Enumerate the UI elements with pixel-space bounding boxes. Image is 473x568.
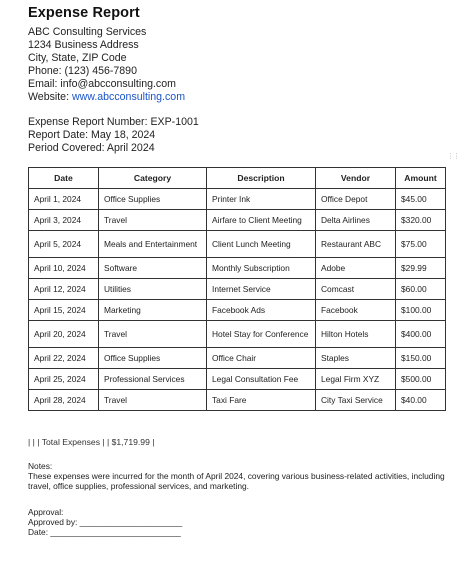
company-website: [28, 91, 185, 104]
report-number: Expense Report Number: EXP-1001: [28, 116, 199, 128]
cell-category: Professional Services: [99, 369, 207, 390]
approval-date-line: Date: ____________________________: [28, 527, 181, 538]
table-row: [29, 300, 446, 321]
company-email: Email: info@abcconsulting.com: [28, 77, 176, 90]
cell-category: Travel: [99, 321, 207, 348]
cell-amount: $40.00: [396, 390, 446, 411]
table-row: [29, 321, 446, 348]
table-row: [29, 189, 446, 210]
cell-amount: $150.00: [396, 348, 446, 369]
table-row: [29, 390, 446, 411]
cell-category: Office Supplies: [99, 348, 207, 369]
company-city-line: City, State, ZIP Code: [28, 51, 127, 64]
cell-description: Legal Consultation Fee: [207, 369, 316, 390]
approval-section: [28, 507, 182, 538]
cell-description: Printer Ink: [207, 189, 316, 210]
table-header-row: [29, 168, 446, 189]
cell-description: Client Lunch Meeting: [207, 231, 316, 258]
cell-date: April 25, 2024: [29, 369, 99, 390]
cell-description: Internet Service: [207, 279, 316, 300]
cell-category: Marketing: [99, 300, 207, 321]
cell-amount: $320.00: [396, 210, 446, 231]
report-date: Report Date: May 18, 2024: [28, 128, 156, 141]
total-expenses-line: | | | Total Expenses | | $1,719.99 |: [28, 437, 155, 447]
cell-category: Travel: [99, 210, 207, 231]
cell-vendor: Office Depot: [316, 189, 396, 210]
header-vendor: Vendor: [316, 168, 396, 189]
company-phone: Phone: (123) 456-7890: [28, 64, 137, 77]
cell-date: April 3, 2024: [29, 210, 99, 231]
document-title: Expense Report: [28, 5, 140, 21]
cell-vendor: Facebook: [316, 300, 396, 321]
cell-vendor: Staples: [316, 348, 396, 369]
table-drag-handle-icon[interactable]: ⋮⋮: [447, 153, 459, 160]
cell-vendor: Comcast: [316, 279, 396, 300]
website-link[interactable]: www.abcconsulting.com: [71, 90, 186, 103]
cell-description: Hotel Stay for Conference: [207, 321, 316, 348]
cell-category: Software: [99, 258, 207, 279]
approval-label: Approval:: [28, 507, 64, 517]
table-row: [29, 210, 446, 231]
approved-by-line: Approved by: ______________________: [28, 517, 183, 528]
table-row: [29, 258, 446, 279]
cell-category: Office Supplies: [99, 189, 207, 210]
cell-amount: $400.00: [396, 321, 446, 348]
cell-category: Utilities: [99, 279, 207, 300]
company-name: ABC Consulting Services: [28, 26, 147, 38]
header-category: Category: [99, 168, 207, 189]
cell-amount: $75.00: [396, 231, 446, 258]
cell-description: Facebook Ads: [207, 300, 316, 321]
cell-category: Meals and Entertainment: [99, 231, 207, 258]
notes-text: These expenses were incurred for the month of April 2024, covering various business-related activities, including travel, office supplies, professional services, and marketing.: [28, 471, 445, 492]
notes-label: Notes:: [28, 461, 53, 471]
table-row: [29, 348, 446, 369]
cell-vendor: City Taxi Service: [316, 390, 396, 411]
cell-description: Airfare to Client Meeting: [207, 210, 316, 231]
cell-description: Office Chair: [207, 348, 316, 369]
cell-vendor: Restaurant ABC: [316, 231, 396, 258]
cell-amount: $100.00: [396, 300, 446, 321]
header-amount: Amount: [396, 168, 446, 189]
cell-amount: $29.99: [396, 258, 446, 279]
cell-description: Monthly Subscription: [207, 258, 316, 279]
cell-vendor: Legal Firm XYZ: [316, 369, 396, 390]
header-description: Description: [207, 168, 316, 189]
header-date: Date: [29, 168, 99, 189]
cell-date: April 5, 2024: [29, 231, 99, 258]
report-period: Period Covered: April 2024: [28, 141, 155, 154]
cell-amount: $500.00: [396, 369, 446, 390]
cell-amount: $60.00: [396, 279, 446, 300]
cell-vendor: Adobe: [316, 258, 396, 279]
company-info: [28, 26, 185, 103]
website-label: Website:: [28, 90, 72, 103]
cell-date: April 10, 2024: [29, 258, 99, 279]
table-row: [29, 231, 446, 258]
cell-date: April 20, 2024: [29, 321, 99, 348]
cell-vendor: Delta Airlines: [316, 210, 396, 231]
company-address: 1234 Business Address: [28, 38, 139, 51]
cell-date: April 12, 2024: [29, 279, 99, 300]
cell-date: April 28, 2024: [29, 390, 99, 411]
cell-date: April 1, 2024: [29, 189, 99, 210]
notes-section: [28, 461, 448, 492]
expense-table: [28, 167, 446, 411]
cell-amount: $45.00: [396, 189, 446, 210]
table-row: [29, 369, 446, 390]
cell-date: April 15, 2024: [29, 300, 99, 321]
cell-category: Travel: [99, 390, 207, 411]
cell-description: Taxi Fare: [207, 390, 316, 411]
cell-date: April 22, 2024: [29, 348, 99, 369]
cell-vendor: Hilton Hotels: [316, 321, 396, 348]
report-meta: [28, 116, 199, 155]
table-row: [29, 279, 446, 300]
